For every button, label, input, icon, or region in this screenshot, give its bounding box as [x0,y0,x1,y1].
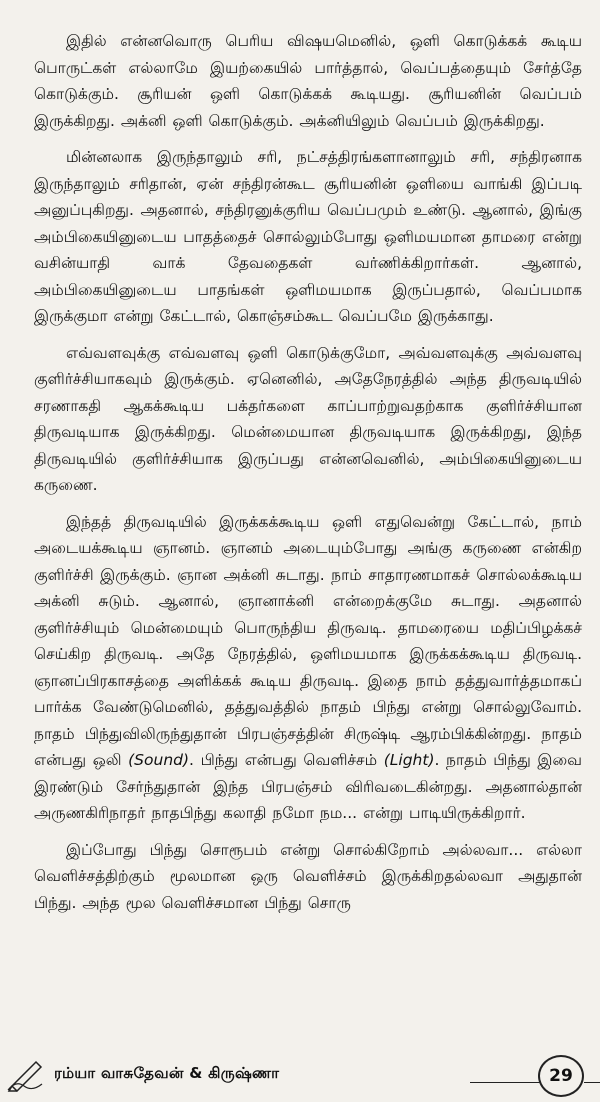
paragraph-4 [34,509,582,827]
footer-rule [470,1082,540,1083]
page-footer [0,1052,600,1102]
page-body [34,28,582,926]
paragraph-4-text-b: . பிந்து என்பது வெளிச்சம் [189,751,384,769]
paragraph-4-text-a: இந்தத் திருவடியில் இருக்கக்கூடிய ஒளி எதுவென்று கேட்டால், நாம் அடையக்கூடிய ஞானம். ஞானம் அடையும்போது அங்கு கருணை என்கிற குளிர்ச்சி இருக்கும். ஞான அக்னி சுடாது. நாம் சாதாரணமாகச் சொல்லக்கூடிய அக்னி சுடும். ஆனால், ஞானாக்னி என்றைக்குமே சுடாது. அதனால் குளிர்ச்சியும் மென்மையும் பொருந்திய திருவடி. தாமரையை மதிப்பிழக்கச் செய்கிற திருவடி. அதே நேரத்தில், ஒளிமயமாக இருக்கக்கூடிய திருவடி. ஞானப்பிரகாசத்தை அளிக்கக் கூடிய திருவடி. இதை நாம் தத்துவார்த்தமாகப் பார்க்க வேண்டுமெனில், தத்துவத்தில் நாதம் பிந்து என்று சொல்லுவோம். நாதம் பிந்துவிலிருந்துதான் பிரபஞ்சத்தின் சிருஷ்டி ஆரம்பிக்கின்றது. நாதம் என்பது ஒலி [34,512,582,769]
pen-icon [6,1056,46,1092]
page-number: 29 [538,1055,584,1097]
paragraph-4-text-c: . நாதம் பிந்து இவை இரண்டும் சேர்ந்துதான் இந்த பிரபஞ்சம் விரிவடைகின்றது. அதனால்தான் அருணகிரிநாதர் நாதபிந்து கலாதி நமோ நம... என்று பாடியிருக்கிறார். [34,751,583,822]
footer-rule-right [584,1082,600,1083]
english-term-light: (Light) [383,751,435,769]
author-credit: ரம்யா வாசுதேவன் & கிருஷ்ணா [54,1064,280,1082]
paragraph-2: மின்னலாக இருந்தாலும் சரி, நட்சத்திரங்களானாலும் சரி, சந்திரனாக இருந்தாலும் சரிதான், ஏன் சந்திரன்கூட சூரியனின் ஒளியை வாங்கி இப்படி அனுப்புகிறது. அதனால், சந்திரனுக்குரிய வெப்பமும் உண்டு. ஆனால், இங்கு அம்பிகையினுடைய பாதத்தைச் சொல்லும்போது ஒளிமயமான தாமரை என்று வசின்யாதி வாக் தேவதைகள் வர்ணிக்கிறார்கள். ஆனால், அம்பிகையினுடைய பாதங்கள் ஒளிமயமாக இருப்பதால், வெப்பமாக இருக்குமா என்று கேட்டால், கொஞ்சம்கூட வெப்பமே இருக்காது. [34,148,582,325]
paragraph-5: இப்போது பிந்து சொரூபம் என்று சொல்கிறோம் அல்லவா... எல்லா வெளிச்சத்திற்கும் மூலமான ஒரு வெளிச்சம் இருக்கிறதல்லவா அதுதான் பிந்து. அந்த மூல வெளிச்சமான பிந்து சொரு [34,840,582,912]
paragraph-3: எவ்வளவுக்கு எவ்வளவு ஒளி கொடுக்குமோ, அவ்வளவுக்கு அவ்வளவு குளிர்ச்சியாகவும் இருக்கும். ஏனெனில், அதேநேரத்தில் அந்த திருவடியில் சரணாகதி ஆகக்கூடிய பக்தர்களை காப்பாற்றுவதற்காக குளிர்ச்சியான திருவடியாக இருக்கிறது. மென்மையான திருவடியாக இருக்கிறது, இந்த திருவடியில் குளிர்ச்சியாக இருப்பது என்னவெனில், அம்பிகையினுடைய கருணை. [34,343,582,494]
paragraph-1: இதில் என்னவொரு பெரிய விஷயமெனில், ஒளி கொடுக்கக் கூடிய பொருட்கள் எல்லாமே இயற்கையில் பார்த்தால், வெப்பத்தையும் சேர்த்தே கொடுக்கும். சூரியன் ஒளி கொடுக்கக் கூடியது. சூரியனின் வெப்பம் இருக்கிறது. அக்னி ஒளி கொடுக்கும். அக்னியிலும் வெப்பம் இருக்கிறது. [34,32,582,130]
english-term-sound: (Sound) [128,751,190,769]
